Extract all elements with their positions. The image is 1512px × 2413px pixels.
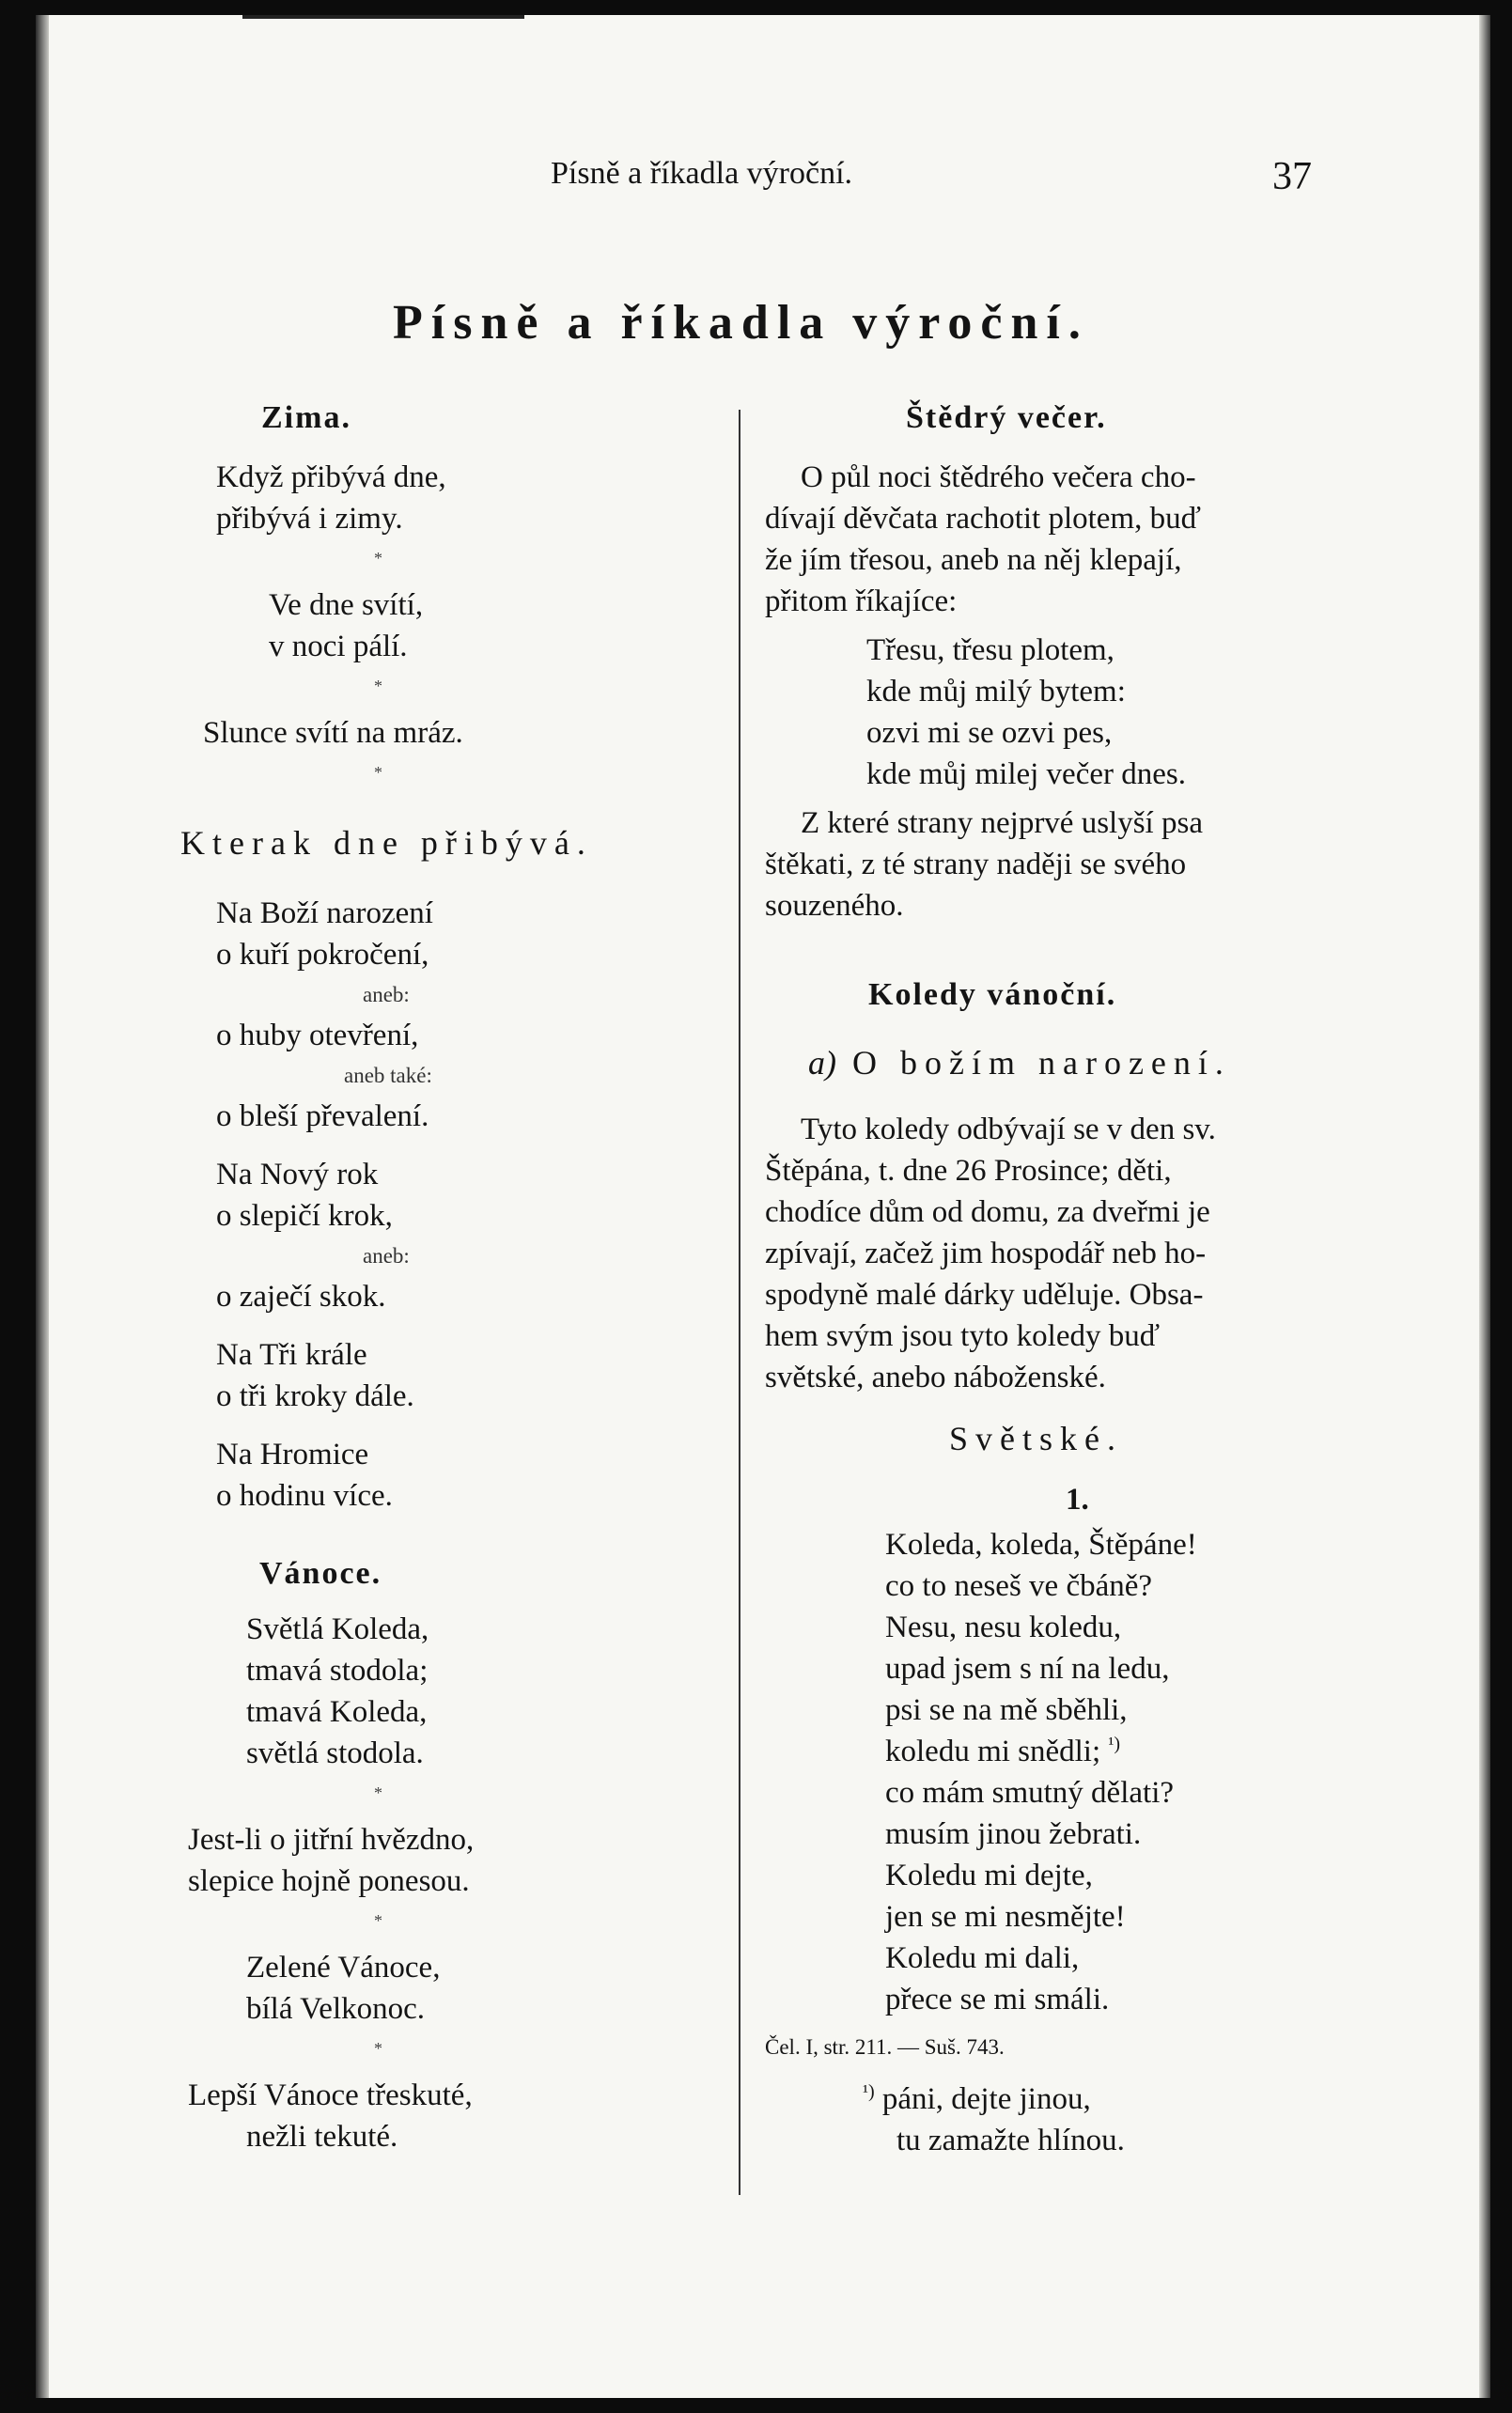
verse-line: Lepší Vánoce třeskuté, <box>188 2078 473 2112</box>
page-title: Písně a říkadla výroční. <box>393 296 1089 350</box>
heading-koledy-vanocni: Koledy vánoční. <box>868 977 1117 1012</box>
paragraph-line: dívají děvčata rachotit plotem, buď <box>765 502 1201 536</box>
verse-line: ozvi mi se ozvi pes, <box>866 716 1113 750</box>
heading-stedry-vecer: Štědrý večer. <box>906 400 1107 435</box>
verse-line: Na Boží narození <box>216 896 433 930</box>
aneb-label: aneb: <box>363 983 410 1006</box>
separator-star: * <box>374 1911 382 1930</box>
song-line: Koleda, koleda, Štěpáne! <box>885 1528 1197 1562</box>
heading-vanoce: Vánoce. <box>259 1556 382 1591</box>
aneb-label: aneb: <box>363 1244 410 1268</box>
verse-line: Zelené Vánoce, <box>246 1951 441 1985</box>
footnote <box>863 2078 1091 2120</box>
paragraph-line: Tyto koledy odbývají se v den sv. <box>801 1113 1216 1146</box>
song-line-with-footnote <box>885 1731 1120 1772</box>
song-line: upad jsem s ní na ledu, <box>885 1652 1170 1686</box>
verse-line: Slunce svítí na mráz. <box>203 716 463 750</box>
verse-line: přibývá i zimy. <box>216 502 403 536</box>
verse-line: v noci pálí. <box>269 630 408 663</box>
separator-star: * <box>374 677 382 695</box>
paragraph-line: štěkati, z té strany naději se svého <box>765 848 1187 881</box>
book-page <box>36 15 1490 2398</box>
song-line: Nesu, nesu koledu, <box>885 1611 1122 1644</box>
paragraph-line: světské, anebo náboženské. <box>765 1361 1106 1394</box>
song-line: koledu mi snědli; <box>885 1735 1101 1768</box>
footnote-marker: ¹) <box>1108 1734 1121 1754</box>
separator-star: * <box>374 2039 382 2058</box>
song-line: psi se na mě sběhli, <box>885 1693 1128 1727</box>
page-edge <box>1479 15 1490 2398</box>
paragraph-line: souzeného. <box>765 889 904 923</box>
verse-line: o huby otevření, <box>216 1019 419 1052</box>
paragraph-line: hem svým jsou tyto koledy buď <box>765 1319 1161 1353</box>
verse-line: o bleší převalení. <box>216 1099 429 1133</box>
verse-line: bílá Velkonoc. <box>246 1992 426 2026</box>
source-citation: Čel. I, str. 211. — Suš. 743. <box>765 2035 1005 2059</box>
paragraph-line: Z které strany nejprvé uslyší psa <box>801 806 1203 840</box>
heading-kterak: Kterak dne přibývá. <box>180 824 593 862</box>
verse-line: Na Hromice <box>216 1438 369 1471</box>
song-line: co to neseš ve čbáně? <box>885 1569 1153 1603</box>
separator-star: * <box>374 1783 382 1802</box>
verse-line: Jest-li o jitřní hvězdno, <box>188 1823 475 1857</box>
verse-line: slepice hojně ponesou. <box>188 1864 470 1898</box>
song-line: jen se mi nesmějte! <box>885 1900 1126 1934</box>
footnote-line: páni, dejte jinou, <box>881 2082 1091 2116</box>
running-header: Písně a říkadla výroční. <box>551 156 853 191</box>
verse-line: nežli tekuté. <box>246 2120 398 2154</box>
verse-line: o tři kroky dále. <box>216 1379 414 1413</box>
song-line: musím jinou žebrati. <box>885 1817 1142 1851</box>
song-line: přece se mi smáli. <box>885 1983 1110 2016</box>
verse-line: kde můj milej večer dnes. <box>866 757 1186 791</box>
paragraph-line: přitom říkajíce: <box>765 584 958 618</box>
verse-line: Ve dne svítí, <box>269 588 424 622</box>
song-line: Koledu mi dali, <box>885 1941 1080 1975</box>
paragraph-line: O půl noci štědrého večera cho- <box>801 460 1196 494</box>
verse-line: Světlá Koleda, <box>246 1612 429 1646</box>
subheading-title: O božím narození. <box>852 1044 1231 1082</box>
paragraph-line: zpívají, začež jim hospodář neb ho- <box>765 1237 1207 1270</box>
verse-line: Třesu, třesu plotem, <box>866 633 1115 667</box>
song-number: 1. <box>1066 1483 1089 1517</box>
page-number: 37 <box>1272 155 1312 198</box>
subheading-label: a) <box>808 1044 836 1082</box>
page-spine <box>36 15 49 2398</box>
subheading <box>808 1043 1231 1082</box>
column-divider <box>739 410 740 2195</box>
paragraph-line: spodyně malé dárky uděluje. Obsa- <box>765 1278 1204 1312</box>
aneb-take-label: aneb také: <box>344 1064 432 1087</box>
top-edge-mark <box>242 15 524 19</box>
verse-line: o zaječí skok. <box>216 1280 386 1314</box>
separator-star: * <box>374 763 382 782</box>
verse-line: o hodinu více. <box>216 1479 393 1513</box>
verse-line: světlá stodola. <box>246 1736 424 1770</box>
verse-line: Když přibývá dne, <box>216 460 446 494</box>
paragraph-line: chodíce dům od domu, za dveřmi je <box>765 1195 1210 1229</box>
song-line: Koledu mi dejte, <box>885 1859 1093 1892</box>
heading-zima: Zima. <box>261 400 351 435</box>
paragraph-line: že jím třesou, aneb na něj klepají, <box>765 543 1182 577</box>
verse-line: Na Tři krále <box>216 1338 367 1372</box>
verse-line: o kuří pokročení, <box>216 938 429 972</box>
verse-line: Na Nový rok <box>216 1158 379 1191</box>
verse-line: tmavá Koleda, <box>246 1695 428 1729</box>
footnote-line: tu zamažte hlínou. <box>896 2124 1125 2157</box>
paragraph-line: Štěpána, t. dne 26 Prosince; děti, <box>765 1154 1172 1188</box>
heading-svetske: Světské. <box>949 1420 1123 1457</box>
song-line: co mám smutný dělati? <box>885 1776 1175 1810</box>
separator-star: * <box>374 549 382 568</box>
verse-line: tmavá stodola; <box>246 1654 429 1688</box>
footnote-marker: ¹) <box>863 2081 875 2102</box>
verse-line: o slepičí krok, <box>216 1199 393 1233</box>
verse-line: kde můj milý bytem: <box>866 675 1126 708</box>
